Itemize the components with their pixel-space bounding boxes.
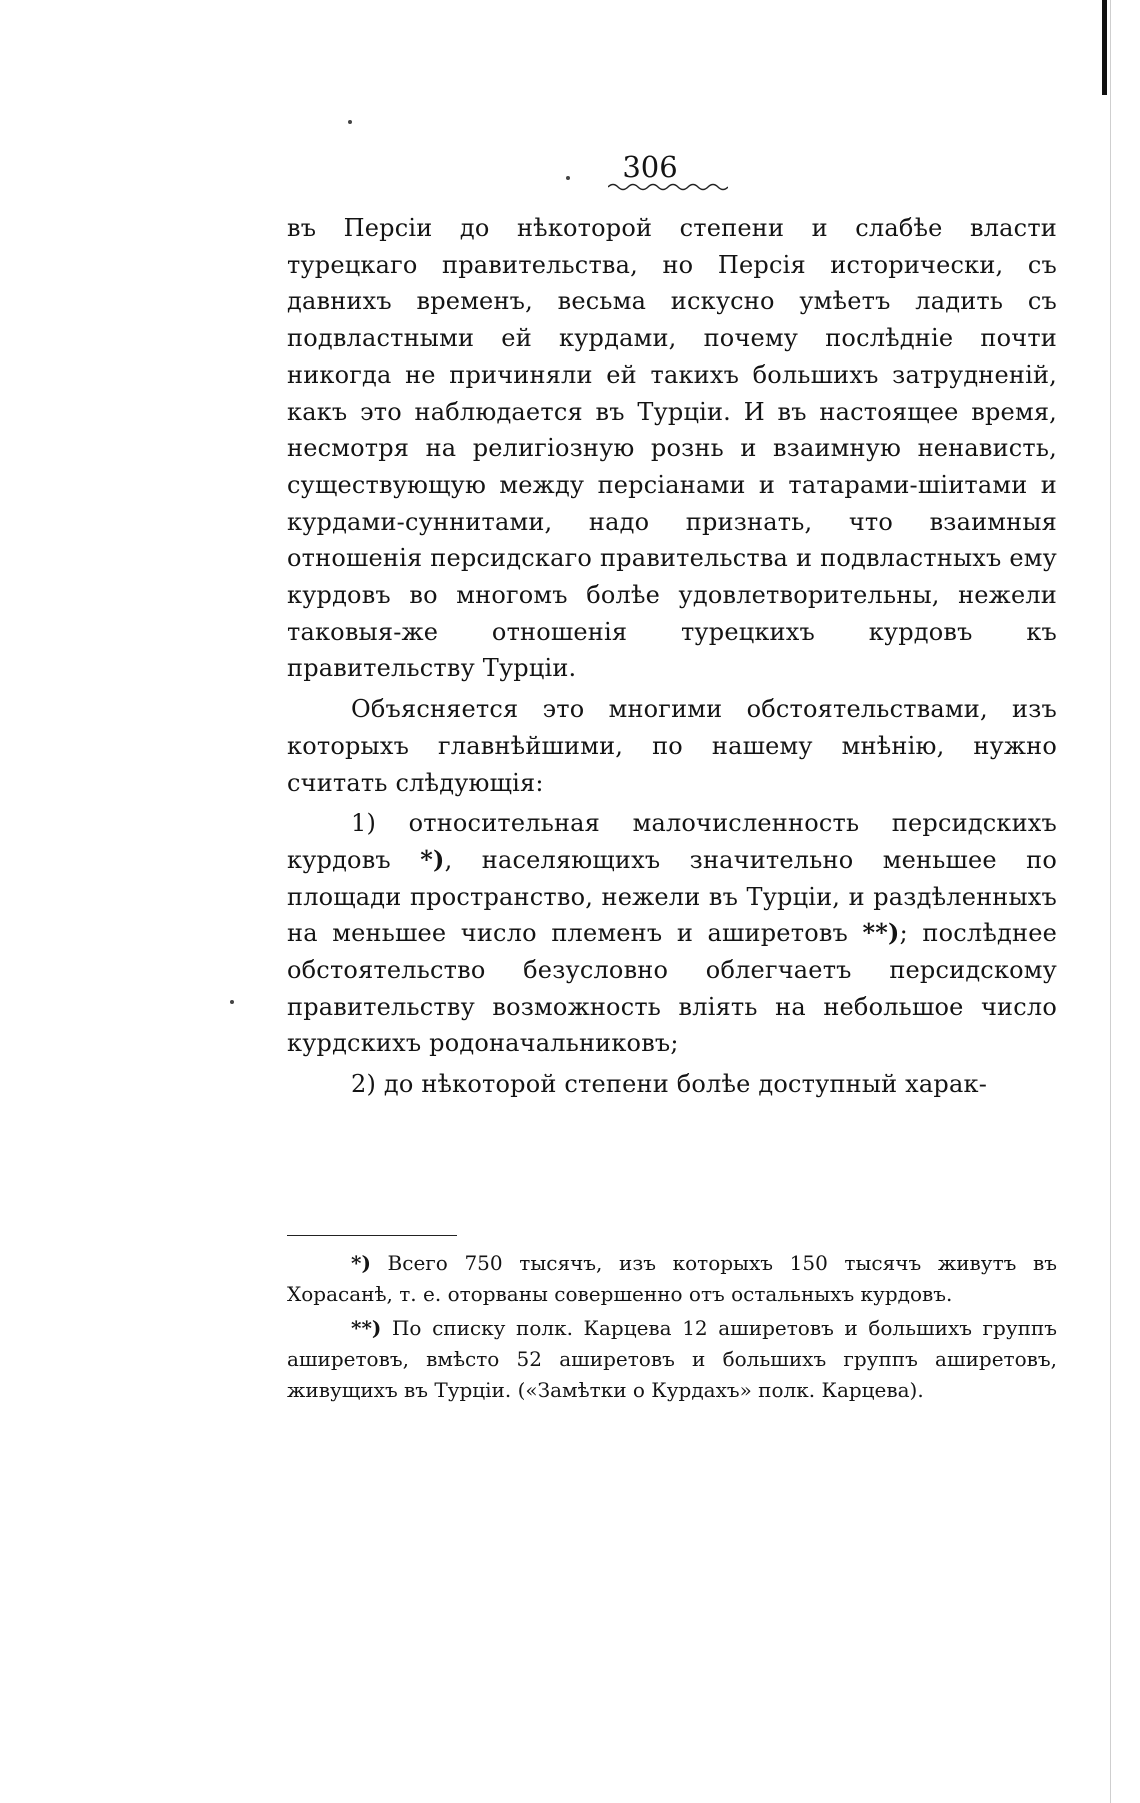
footnote-ref-2: **) bbox=[862, 918, 900, 948]
footnote-ref-1: *) bbox=[420, 844, 445, 874]
page-number-ornament bbox=[608, 182, 728, 192]
footnote-2-mark: **) bbox=[351, 1316, 382, 1340]
footnote-1 bbox=[287, 1248, 1057, 1310]
ink-speck bbox=[230, 1000, 234, 1004]
paragraph-explanation: Объясняется это многими обстоятельствами, изъ которыхъ главнѣйшими, по нашему мнѣнію, нужно считать слѣдующія: bbox=[287, 695, 1057, 797]
footnote-separator bbox=[287, 1235, 457, 1236]
footnotes bbox=[287, 1248, 1057, 1406]
list-item-2: 2) до нѣкоторой степени болѣе доступный харак- bbox=[351, 1070, 988, 1099]
page-edge-bar bbox=[1102, 0, 1107, 95]
footnote-1-text: Всего 750 тысячъ, изъ которыхъ 150 тысячъ живутъ въ Хорасанѣ, т. е. оторваны совершенно отъ остальныхъ курдовъ. bbox=[287, 1251, 1057, 1306]
list-item-1-text-c: ; послѣднее обстоятельство безусловно облегчаетъ персидскому правительству возможность вліять на небольшое число курдскихъ родоначальниковъ; bbox=[287, 919, 1057, 1058]
footnote-1-mark: *) bbox=[351, 1251, 371, 1275]
footnote-2 bbox=[287, 1313, 1057, 1406]
paragraph-continued: въ Персіи до нѣкоторой степени и слабѣе власти турецкаго правительства, но Персія исторически, съ давнихъ временъ, весьма искусно умѣетъ ладить съ подвластными ей курдами, почему послѣдніе почти никогда не причиняли ей такихъ большихъ затрудненій, какъ это наблюдается въ Турціи. И въ настоящее время, несмотря на религіозную рознь и взаимную ненависть, существующую между персіанами и татарами-шіитами и курдами-суннитами, надо признать, что взаимныя отношенія персидскаго правительства и подвластныхъ ему курдовъ во многомъ болѣе удовлетворительны, нежели таковыя-же отношенія турецкихъ курдовъ къ правительству Турціи. bbox=[287, 214, 1057, 683]
page-number: 306 bbox=[622, 150, 678, 184]
footnote-2-text: По списку полк. Карцева 12 аширетовъ и большихъ группъ аширетовъ, вмѣсто 52 аширетовъ и большихъ группъ аширетовъ, живущихъ въ Турціи. («Замѣтки о Курдахъ» полк. Карцева). bbox=[287, 1316, 1057, 1402]
list-item-1-text-b: , населяющихъ значительно меньшее по площади пространство, нежели въ Турціи, и раздѣленныхъ на меньшее число племенъ и аширетовъ bbox=[287, 845, 1057, 948]
list-item-1 bbox=[287, 805, 1057, 1062]
list-item-1-text-a: 1) относительная малочисленность персидскихъ курдовъ bbox=[287, 809, 1057, 874]
main-text bbox=[287, 210, 1057, 1103]
page-edge-line bbox=[1110, 0, 1111, 1803]
ink-speck bbox=[348, 120, 352, 124]
